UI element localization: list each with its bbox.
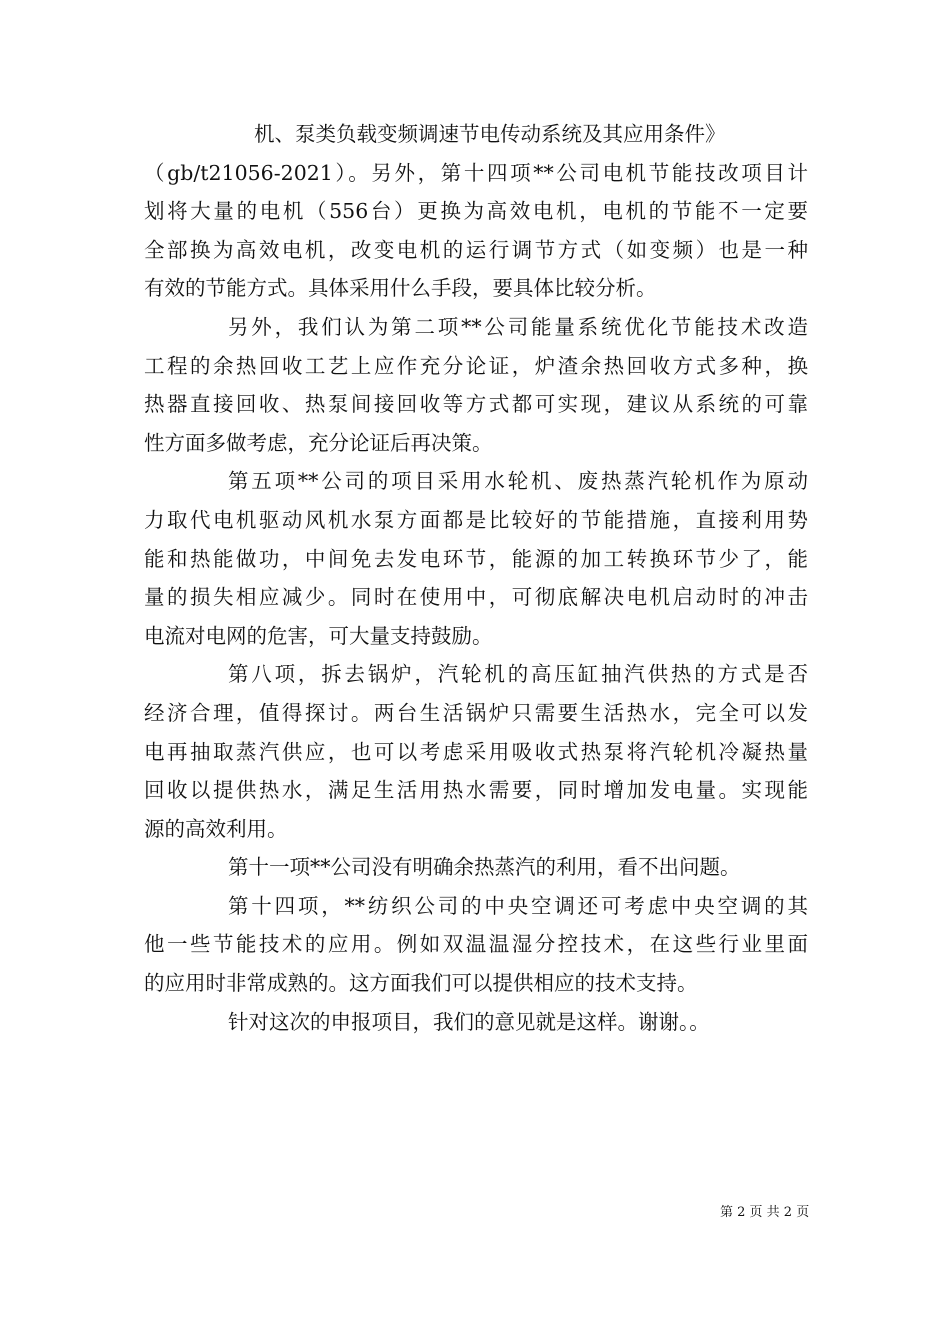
text-line: （gb/t21056-2021）。另外，第十四项**公司电机节能技改项目计 <box>144 160 808 185</box>
paragraph-start-line: 第十四项，**纺织公司的中央空调还可考虑中央空调的其 <box>228 893 808 918</box>
text-line: 性方面多做考虑，充分论证后再决策。 <box>144 430 493 455</box>
text-line: 工程的余热回收工艺上应作充分论证，炉渣余热回收方式多种，换 <box>144 353 808 378</box>
page-number-footer: 第 2 页 共 2 页 <box>720 1205 810 1220</box>
text-line: 电流对电网的危害，可大量支持鼓励。 <box>144 623 493 648</box>
text-line: 电再抽取蒸汽供应，也可以考虑采用吸收式热泵将汽轮机冷凝热量 <box>144 739 808 764</box>
text-line: 划将大量的电机（556台）更换为高效电机，电机的节能不一定要 <box>144 199 808 224</box>
text-line: 热器直接回收、热泵间接回收等方式都可实现，建议从系统的可靠 <box>144 392 808 417</box>
paragraph-start-line: 另外，我们认为第二项**公司能量系统优化节能技术改造 <box>228 314 808 339</box>
text-line: 能和热能做功，中间免去发电环节，能源的加工转换环节少了，能 <box>144 546 808 571</box>
paragraph-start-line: 第十一项**公司没有明确余热蒸汽的利用，看不出问题。 <box>228 855 741 880</box>
text-line: 量的损失相应减少。同时在使用中，可彻底解决电机启动时的冲击 <box>144 585 808 610</box>
paragraph-start-line: 第五项**公司的项目采用水轮机、废热蒸汽轮机作为原动 <box>228 469 808 494</box>
paragraph-start-line: 针对这次的申报项目，我们的意见就是这样。谢谢。。 <box>228 1009 710 1034</box>
paragraph-start-line: 第八项，拆去锅炉，汽轮机的高压缸抽汽供热的方式是否 <box>228 662 808 687</box>
text-line: 回收以提供热水，满足生活用热水需要，同时增加发电量。实现能 <box>144 778 808 803</box>
text-line: 全部换为高效电机，改变电机的运行调节方式（如变频）也是一种 <box>144 237 808 262</box>
text-line: 源的高效利用。 <box>144 816 288 841</box>
document-body <box>144 115 808 1041</box>
text-line: 有效的节能方式。具体采用什么手段，要具体比较分析。 <box>144 276 657 301</box>
text-line: 他一些节能技术的应用。例如双温温湿分控技术，在这些行业里面 <box>144 932 808 957</box>
text-line: 机、泵类负载变频调速节电传动系统及其应用条件》 <box>254 122 726 146</box>
text-line: 的应用时非常成熟的。这方面我们可以提供相应的技术支持。 <box>144 971 698 996</box>
text-line: 经济合理，值得探讨。两台生活锅炉只需要生活热水，完全可以发 <box>144 700 808 725</box>
text-line: 力取代电机驱动风机水泵方面都是比较好的节能措施，直接利用势 <box>144 507 808 532</box>
